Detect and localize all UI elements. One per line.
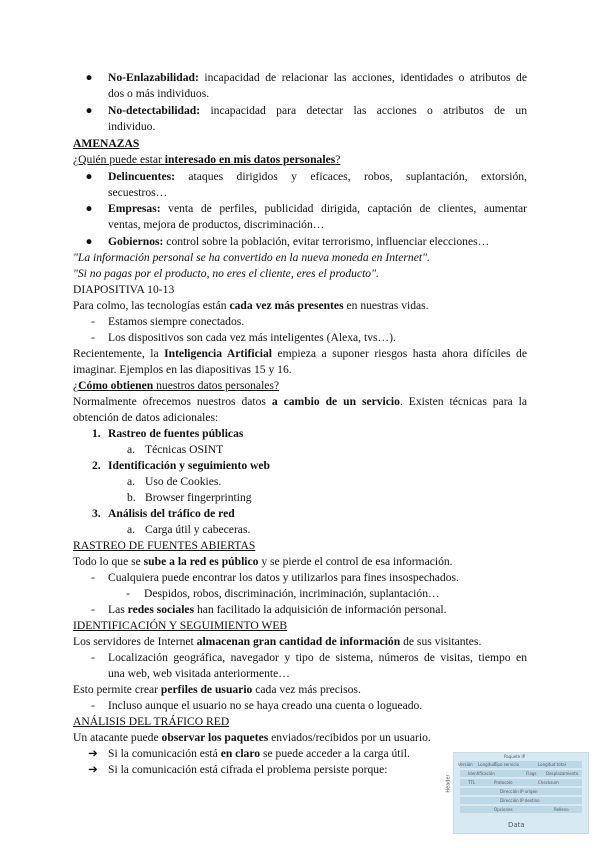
paragraph: Los servidores de Internet almacenan gran cantidad de información de sus visitantes. (73, 635, 482, 648)
quote-1: "La información personal se ha convertido en la nueva moneda en Internet". (73, 251, 430, 264)
paragraph-line: imaginar. Ejemplos en las diapositivas 15 y 16. (73, 363, 292, 376)
bullet-delincuentes: Delincuentes: ataques dirigidos y eficaces, robos, suplantación, extorsión, (108, 170, 527, 183)
figure-cell: Longitud (478, 762, 496, 767)
figure-cell: TTL (468, 780, 476, 785)
dash-item: Cualquiera puede encontrar los datos y utilizarlos para fines insospechados. (108, 571, 459, 584)
figure-cell: Dirección IP destino (500, 798, 540, 803)
dash-item: Incluso aunque el usuario no se haya creado una cuenta o logueado. (108, 699, 423, 712)
figure-cell: Flags (526, 771, 537, 776)
sub-dash-item: Despidos, robos, discriminación, incriminación, suplantación… (144, 587, 440, 600)
paragraph: Todo lo que se sube a la red es público y se pierde el control de esa información. (73, 555, 453, 568)
section-heading-identificacion: IDENTIFICACIÓN Y SEGUIMIENTO WEB (73, 619, 288, 632)
bullet-line: individuo. (108, 120, 156, 133)
quote-2: "Si no pagas por el producto, no eres el cliente, eres el producto". (73, 267, 379, 280)
arrow-icon: ➔ (88, 763, 98, 776)
paragraph: Esto permite crear perfiles de usuario cada vez más precisos. (73, 683, 361, 696)
arrow-icon: ➔ (88, 747, 98, 760)
bullet-icon: ● (85, 235, 93, 248)
dash-icon: - (91, 651, 95, 664)
section-heading-amenazas: AMENAZAS (73, 137, 140, 150)
lettered-item: b. Browser fingerprinting (127, 491, 252, 504)
figure-cell: Tipo servicio (494, 762, 520, 767)
dash-icon: - (91, 603, 95, 616)
dash-icon: - (91, 699, 95, 712)
figure-cell: Dirección IP origen (500, 789, 538, 794)
dash-icon: - (91, 571, 95, 584)
figure-side-label: Header (445, 774, 452, 793)
dash-icon: - (91, 331, 95, 344)
figure-label: Paquete IP (504, 754, 526, 759)
paragraph: Para colmo, las tecnologías están cada vez más presentes en nuestras vidas. (73, 299, 429, 312)
dash-item: Los dispositivos son cada vez más inteligentes (Alexa, tvs…). (108, 331, 396, 344)
lettered-item: a. Carga útil y cabeceras. (127, 523, 251, 536)
paragraph-ia: Recientemente, la Inteligencia Artificial empieza a suponer riesgos hasta ahora difíciles de (73, 347, 527, 360)
section-heading-rastreo: RASTREO DE FUENTES ABIERTAS (73, 539, 256, 552)
figure-data-label: Data (508, 821, 525, 829)
figure-cell: Opciones (494, 807, 513, 812)
figure-cell: Checksum (538, 780, 559, 785)
bullet-line: dos o más individuos. (108, 87, 210, 100)
figure-cell: Longitud total (538, 762, 566, 767)
figure-cell: Relleno (554, 807, 569, 812)
bullet-no-enlazabilidad: No-Enlazabilidad: incapacidad de relacionar las acciones, identidades o atributos de (108, 71, 527, 84)
lettered-item: a. Uso de Cookies. (127, 475, 222, 488)
bullet-no-detectabilidad: No-detectabilidad: incapacidad para detectar las acciones o atributos de un (108, 104, 527, 117)
bullet-icon: ● (85, 71, 93, 84)
paragraph: Un atacante puede observar los paquetes enviados/recibidos por un usuario. (73, 731, 431, 744)
figure-cell: Protocolo (494, 780, 513, 785)
numbered-item: 1. Rastreo de fuentes públicas (92, 427, 244, 440)
figure-cell: Desplazamiento (546, 771, 579, 776)
question-como: ¿Cómo obtienen nuestros datos personales? (73, 379, 280, 392)
bullet-empresas: Empresas: venta de perfiles, publicidad dirigida, captación de clientes, aumentar (108, 202, 527, 215)
dash-item: Localización geográfica, navegador y tipo de sistema, números de visitas, tiempo en (108, 651, 527, 664)
amenazas-question: ¿Quién puede estar interesado en mis datos personales? (73, 153, 341, 166)
figure-cell: Versión (458, 762, 473, 767)
bullet-line: secuestros… (108, 186, 168, 199)
section-heading-analisis: ANÁLISIS DEL TRÁFICO RED (73, 715, 230, 728)
numbered-item: 2. Identificación y seguimiento web (92, 459, 270, 472)
bullet-gobiernos: Gobiernos: control sobre la población, evitar terrorismo, influenciar elecciones… (108, 235, 490, 248)
dash-item: Las redes sociales han facilitado la adquisición de información personal. (108, 603, 447, 616)
numbered-item: 3. Análisis del tráfico de red (92, 507, 235, 520)
paragraph-line: obtención de datos adicionales: (73, 411, 219, 424)
lettered-item: a. Técnicas OSINT (127, 443, 224, 456)
slide-label: DIAPOSITIVA 10-13 (73, 283, 175, 296)
dash-item-line: una web, web visitada anteriormente… (108, 667, 290, 680)
dash-icon: - (91, 315, 95, 328)
dash-item: Estamos siempre conectados. (108, 315, 245, 328)
paragraph-servicio: Normalmente ofrecemos nuestros datos a cambio de un servicio. Existen técnicas para la (73, 395, 528, 408)
bullet-line: ventas, mejora de productos, discriminación… (108, 218, 325, 231)
ip-packet-diagram (445, 752, 589, 834)
figure-cell: Identificación (468, 771, 495, 776)
bullet-icon: ● (85, 202, 93, 215)
arrow-item: Si la comunicación está cifrada el problema persiste porque: (108, 763, 388, 776)
bullet-icon: ● (85, 170, 93, 183)
arrow-item: Si la comunicación está en claro se puede acceder a la carga útil. (108, 747, 410, 760)
bullet-icon: ● (85, 104, 93, 117)
dash-icon: - (126, 587, 130, 600)
